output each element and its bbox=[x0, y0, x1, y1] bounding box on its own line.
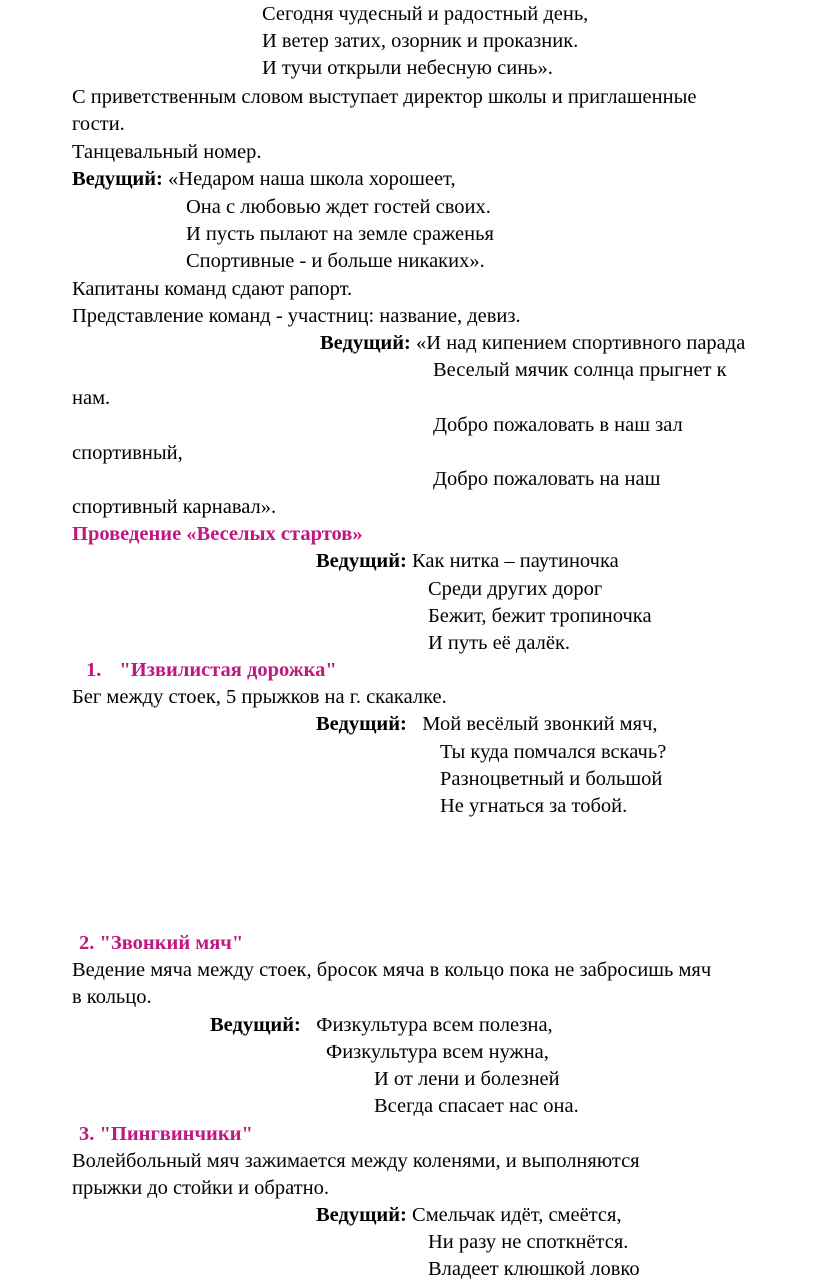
poem-line: Ты куда помчался вскачь? bbox=[440, 741, 667, 763]
paragraph-line: в кольцо. bbox=[72, 986, 152, 1008]
poem-line: спортивный карнавал». bbox=[72, 496, 277, 518]
poem-line: нам. bbox=[72, 387, 111, 409]
paragraph-line: Танцевальный номер. bbox=[72, 141, 262, 163]
paragraph-line: Ведение мяча между стоек, бросок мяча в кольцо пока не забросишь мяч bbox=[72, 959, 712, 981]
speaker-label: Ведущий: bbox=[316, 550, 407, 572]
poem-line: Владеет клюшкой ловко bbox=[428, 1258, 640, 1280]
speaker-text: Как нитка – паутиночка bbox=[406, 550, 619, 572]
poem-line: Физкультура всем нужна, bbox=[326, 1041, 549, 1063]
poem-line: Ни разу не споткнётся. bbox=[428, 1231, 629, 1253]
poem-line: Среди других дорог bbox=[428, 578, 603, 600]
speaker-label: Ведущий: bbox=[320, 332, 411, 354]
paragraph-line: прыжки до стойки и обратно. bbox=[72, 1177, 329, 1199]
paragraph-line: Бег между стоек, 5 прыжков на г. скакалке. bbox=[72, 686, 447, 708]
heading-text: "Извилистая дорожка" bbox=[119, 659, 337, 681]
speaker-label: Ведущий: bbox=[316, 713, 407, 735]
paragraph-line: Представление команд - участниц: название, девиз. bbox=[72, 305, 521, 327]
poem-line: И ветер затих, озорник и проказник. bbox=[262, 30, 579, 52]
speaker-text: «Недаром наша школа хорошеет, bbox=[162, 168, 456, 190]
poem-line: Бежит, бежит тропиночка bbox=[428, 605, 652, 627]
section-heading: 3. "Пингвинчики" bbox=[79, 1123, 253, 1145]
poem-line: Она с любовью ждет гостей своих. bbox=[186, 196, 491, 218]
poem-line: И пусть пылают на земле сраженья bbox=[186, 223, 494, 245]
speaker-text: Физкультура всем полезна, bbox=[300, 1014, 553, 1036]
poem-line: спортивный, bbox=[72, 442, 183, 464]
section-heading: Проведение «Веселых стартов» bbox=[72, 523, 363, 545]
poem-line: Добро пожаловать в наш зал bbox=[433, 414, 683, 436]
section-heading: 2. "Звонкий мяч" bbox=[79, 932, 244, 954]
speaker-text: «И над кипением спортивного парада bbox=[410, 332, 746, 354]
paragraph-line: Капитаны команд сдают рапорт. bbox=[72, 278, 353, 300]
speaker-line bbox=[316, 1202, 622, 1229]
speaker-line bbox=[316, 711, 658, 738]
poem-line: Сегодня чудесный и радостный день, bbox=[262, 3, 589, 25]
poem-line: Веселый мячик солнца прыгнет к bbox=[433, 359, 727, 381]
speaker-text: Мой весёлый звонкий мяч, bbox=[406, 713, 658, 735]
list-number: 1. bbox=[86, 659, 102, 681]
poem-line: Спортивные - и больше никаких». bbox=[186, 250, 485, 272]
poem-line: И путь её далёк. bbox=[428, 632, 571, 654]
paragraph-line: гости. bbox=[72, 113, 125, 135]
poem-line: Разноцветный и большой bbox=[440, 768, 663, 790]
poem-line: И тучи открыли небесную синь». bbox=[262, 57, 553, 79]
paragraph-line: С приветственным словом выступает директор школы и приглашенные bbox=[72, 86, 697, 108]
speaker-line bbox=[210, 1012, 553, 1039]
poem-line: Не угнаться за тобой. bbox=[440, 795, 628, 817]
poem-line: И от лени и болезней bbox=[374, 1068, 560, 1090]
poem-line: Добро пожаловать на наш bbox=[433, 468, 661, 490]
speaker-label: Ведущий: bbox=[316, 1204, 407, 1226]
speaker-line bbox=[320, 330, 745, 357]
speaker-line bbox=[316, 548, 619, 575]
speaker-line bbox=[72, 166, 456, 193]
speaker-text: Смельчак идёт, смеётся, bbox=[406, 1204, 622, 1226]
speaker-label: Ведущий: bbox=[72, 168, 163, 190]
speaker-label: Ведущий: bbox=[210, 1014, 301, 1036]
poem-line: Всегда спасает нас она. bbox=[374, 1095, 579, 1117]
section-heading bbox=[86, 657, 337, 684]
paragraph-line: Волейбольный мяч зажимается между коленями, и выполняются bbox=[72, 1150, 640, 1172]
